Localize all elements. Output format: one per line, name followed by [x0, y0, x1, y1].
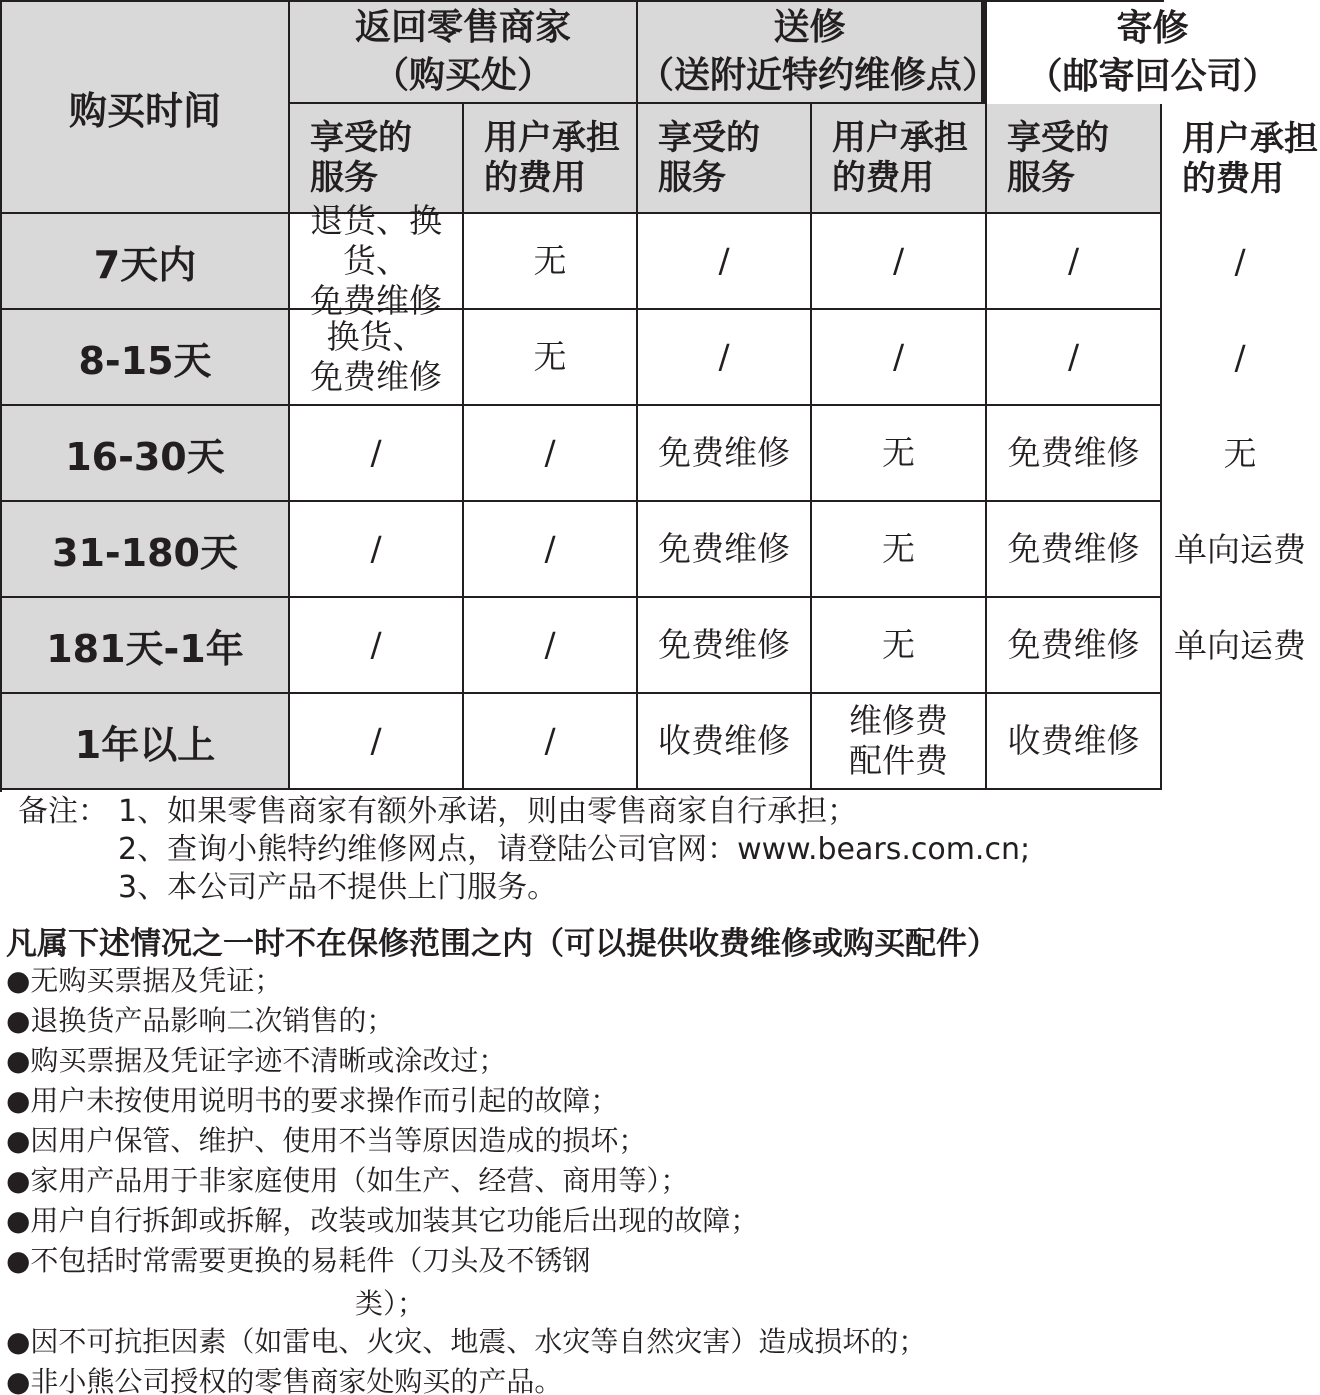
table-cell-return-cost: /	[464, 598, 638, 694]
exclusion-item: ●因不可抗拒因素（如雷电、火灾、地震、水灾等自然灾害）造成损坏的；	[6, 1325, 927, 1358]
table-cell-return-service: 退货、换货、 免费维修	[290, 214, 464, 310]
note-line-3: 3、本公司产品不提供上门服务。	[118, 870, 558, 905]
table-cell-mail-cost: /	[1234, 338, 1246, 377]
table-cell-mail-cost: /	[1234, 242, 1246, 281]
table-cell-send-cost: 维修费 配件费	[812, 694, 987, 790]
exclusion-item: ●不包括时常需要更换的易耗件（刀头及不锈钢	[6, 1244, 591, 1277]
notes-prefix: 备注：	[18, 794, 108, 829]
exclusion-item: ●家用产品用于非家庭使用（如生产、经营、商用等）；	[6, 1164, 689, 1197]
table-cell-mail-cost: 单向运费	[1174, 626, 1306, 665]
table-cell-return-cost: /	[464, 406, 638, 502]
subheader-mail-cost: 用户承担 的费用	[1182, 119, 1318, 199]
table-cell-send-service: 免费维修	[638, 406, 812, 502]
table-cell-send-cost: 无	[812, 502, 987, 598]
table-cell-send-cost: 无	[812, 598, 987, 694]
table-cell-mail-cost	[1162, 694, 1318, 790]
table-cell-return-cost: /	[464, 502, 638, 598]
row-label: 31-180天	[2, 502, 290, 598]
table-cell-return-service: /	[290, 406, 464, 502]
row-label: 7天内	[2, 214, 290, 310]
exclusion-item: ●退换货产品影响二次销售的；	[6, 1004, 395, 1037]
table-cell-mail-service: 免费维修	[987, 406, 1162, 502]
table-cell-mail-cost: 无	[1223, 434, 1257, 473]
table-cell-return-cost: 无	[464, 310, 638, 406]
table-cell-send-service: /	[638, 214, 812, 310]
header-mail-group: 寄修 （邮寄回公司）	[1026, 8, 1279, 97]
subheader-mail-service: 享受的 服务	[987, 104, 1162, 214]
note-line-2: 2、查询小熊特约维修网点，请登陆公司官网：www.bears.com.cn;	[118, 832, 1031, 867]
row-label: 8-15天	[2, 310, 290, 406]
table-cell-mail-service: /	[987, 310, 1162, 406]
table-cell-mail-service: /	[987, 214, 1162, 310]
row-label: 181天-1年	[2, 598, 290, 694]
exclusion-item: ●用户未按使用说明书的要求操作而引起的故障；	[6, 1084, 619, 1117]
table-cell-mail-service: 免费维修	[987, 502, 1162, 598]
header-purchase-time: 购买时间	[2, 2, 290, 214]
table-cell-return-service: /	[290, 502, 464, 598]
exclusion-item: ●购买票据及凭证字迹不清晰或涂改过；	[6, 1044, 507, 1077]
table-cell-return-service: /	[290, 598, 464, 694]
exclusion-wrap-continuation: 类）；	[355, 1287, 426, 1320]
table-cell-return-service: 换货、 免费维修	[290, 310, 464, 406]
subheader-send-cost: 用户承担 的费用	[812, 104, 987, 214]
header-return-group: 返回零售商家 （购买处）	[290, 2, 638, 104]
table-cell-mail-service: 收费维修	[987, 694, 1162, 790]
note-line-1: 1、如果零售商家有额外承诺，则由零售商家自行承担；	[118, 794, 858, 829]
exclusions-heading: 凡属下述情况之一时不在保修范围之内（可以提供收费维修或购买配件）	[6, 926, 998, 962]
table-cell-send-service: 免费维修	[638, 598, 812, 694]
exclusion-item: ●因用户保管、维护、使用不当等原因造成的损坏；	[6, 1124, 647, 1157]
exclusion-item: ●非小熊公司授权的零售商家处购买的产品。	[6, 1365, 563, 1395]
table-cell-return-cost: /	[464, 694, 638, 790]
row-label: 1年以上	[2, 694, 290, 790]
header-send-group: 送修 （送附近特约维修点）	[638, 2, 987, 104]
table-cell-send-cost: 无	[812, 406, 987, 502]
table-cell-send-cost: /	[812, 310, 987, 406]
table-cell-mail-cost: 单向运费	[1174, 530, 1306, 569]
table-cell-send-service: /	[638, 310, 812, 406]
table-cell-return-cost: 无	[464, 214, 638, 310]
row-label: 16-30天	[2, 406, 290, 502]
exclusion-item: ●用户自行拆卸或拆解，改装或加装其它功能后出现的故障；	[6, 1204, 759, 1237]
table-cell-send-service: 收费维修	[638, 694, 812, 790]
subheader-return-cost: 用户承担 的费用	[464, 104, 638, 214]
subheader-return-service: 享受的 服务	[290, 104, 464, 214]
table-cell-mail-service: 免费维修	[987, 598, 1162, 694]
subheader-send-service: 享受的 服务	[638, 104, 812, 214]
table-cell-return-service: /	[290, 694, 464, 790]
table-cell-send-service: 免费维修	[638, 502, 812, 598]
exclusion-item: ●无购买票据及凭证；	[6, 964, 283, 997]
table-cell-send-cost: /	[812, 214, 987, 310]
